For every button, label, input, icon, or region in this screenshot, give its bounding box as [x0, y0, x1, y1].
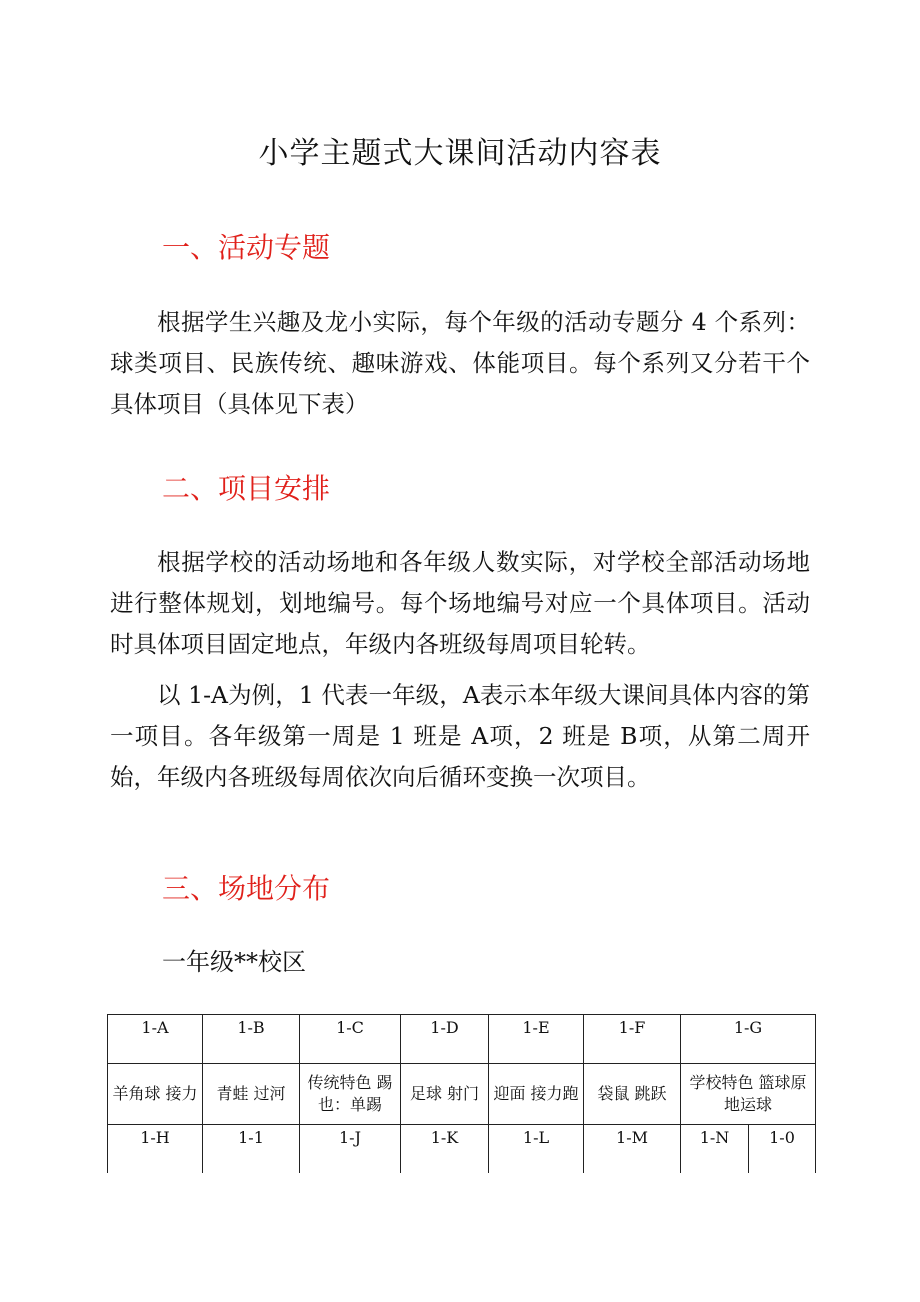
field-code-cell: 1-F	[584, 1015, 681, 1064]
activity-name-cell: 青蛙 过河	[203, 1064, 300, 1125]
document-title: 小学主题式大课间活动内容表	[258, 136, 662, 171]
activity-name-cell: 迎面 接力跑	[489, 1064, 584, 1125]
field-code-cell: 1-H	[108, 1125, 203, 1174]
paragraph: 根据学校的活动场地和各年级人数实际，对学校全部活动场地进行整体规划，划地编号。每个场地编号对应一个具体项目。活动时具体项目固定地点，年级内各班级每周项目轮转。	[110, 548, 810, 658]
paragraph: 以 1-A为例，1 代表一年级，A表示本年级大课间具体内容的第一项目。各年级第一周是 1 班是 A项，2 班是 B项，从第二周开始，年级内各班级每周依次向后循环变换一次项目。	[110, 681, 810, 791]
field-code-cell: 1-L	[489, 1125, 584, 1174]
paragraph: 根据学生兴趣及龙小实际，每个年级的活动专题分 4 个系列：球类项目、民族传统、趣味游戏、体能项目。每个系列又分若干个具体项目（具体见下表）	[110, 308, 810, 418]
field-layout-table	[107, 1014, 816, 1173]
activity-name-cell: 袋鼠 跳跃	[584, 1064, 681, 1125]
activity-name-cell: 学校特色 篮球原地运球	[681, 1064, 816, 1125]
section-body-project-arrangement	[110, 542, 810, 798]
activity-name-cell: 足球 射门	[401, 1064, 489, 1125]
section-heading-project-arrangement: 二、项目安排	[162, 472, 331, 505]
field-code-cell: 1-C	[300, 1015, 401, 1064]
field-code-cell: 1-B	[203, 1015, 300, 1064]
field-code-cell: 1-N	[681, 1125, 749, 1174]
activity-name-cell: 羊角球 接力	[108, 1064, 203, 1125]
field-code-cell: 1-E	[489, 1015, 584, 1064]
section-body-activity-topics	[110, 302, 810, 425]
field-code-cell: 1-J	[300, 1125, 401, 1174]
section-heading-activity-topics: 一、活动专题	[162, 231, 331, 264]
table-row	[108, 1125, 816, 1174]
field-code-cell: 1-D	[401, 1015, 489, 1064]
field-code-cell: 1-1	[203, 1125, 300, 1174]
grade-campus-label: 一年级**校区	[162, 948, 306, 976]
field-code-cell: 1-A	[108, 1015, 203, 1064]
activity-name-cell: 传统特色 踢也：单踢	[300, 1064, 401, 1125]
table-row	[108, 1015, 816, 1064]
field-code-cell: 1-M	[584, 1125, 681, 1174]
field-code-cell: 1-G	[681, 1015, 816, 1064]
section-heading-field-layout: 三、场地分布	[162, 872, 331, 905]
table-row	[108, 1064, 816, 1125]
field-code-cell: 1-0	[749, 1125, 816, 1174]
field-code-cell: 1-K	[401, 1125, 489, 1174]
